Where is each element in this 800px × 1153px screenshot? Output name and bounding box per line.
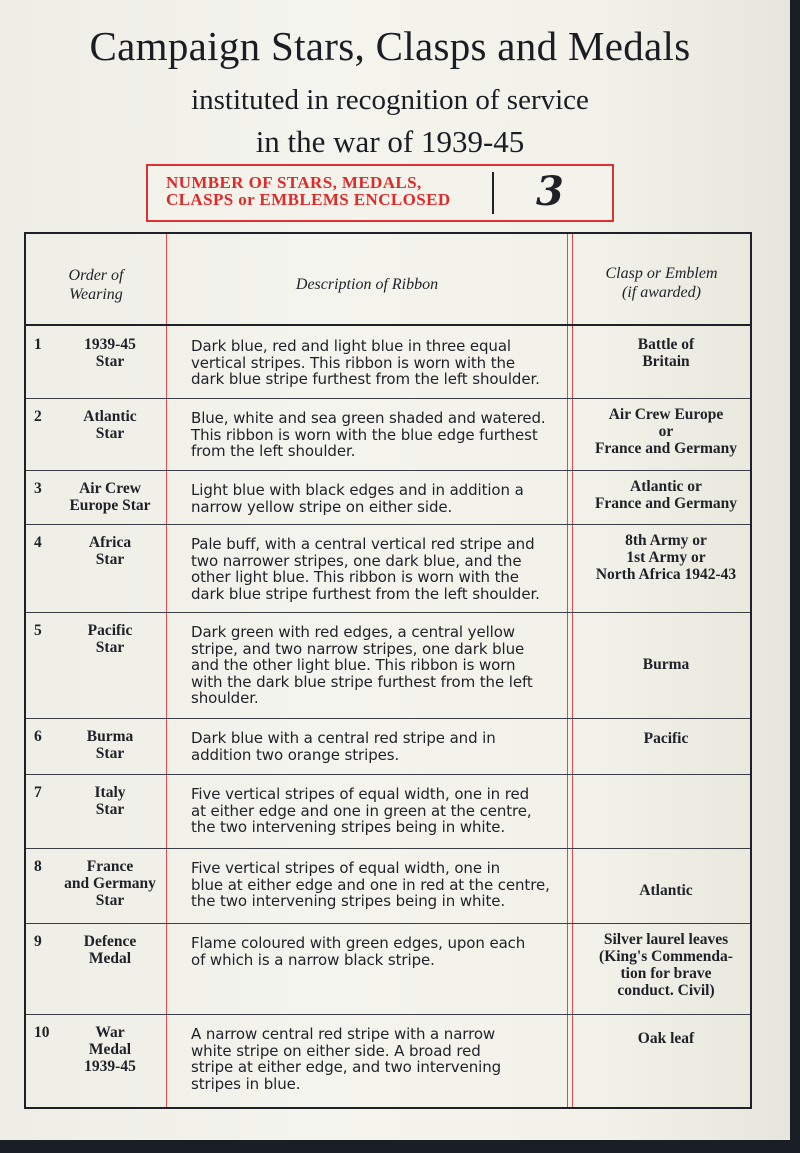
enclosed-count-value: 3	[536, 168, 564, 215]
clasp-or-emblem	[578, 478, 754, 512]
order-number: 7	[34, 784, 42, 801]
ribbon-description-line: addition two orange stripes.	[191, 745, 400, 764]
order-number: 9	[34, 933, 42, 950]
medal-name-line: Star	[95, 551, 125, 568]
clasp-line: 8th Army or	[625, 532, 707, 549]
count-divider	[492, 172, 494, 214]
clasp-line: Atlantic	[639, 882, 693, 899]
medal-name-line: France	[86, 858, 134, 875]
clasp-line: Pacific	[643, 730, 689, 747]
enclosed-count-label: NUMBER OF STARS, MEDALS, CLASPS or EMBLEMS ENCLOSED	[166, 173, 451, 209]
row-rule	[26, 718, 750, 719]
medal-name-line: Defence	[83, 933, 137, 950]
medal-name	[46, 1024, 174, 1075]
medal-name-line: Star	[95, 745, 125, 762]
clasp-line: Battle of	[637, 336, 695, 353]
header-description-of-ribbon: Description of Ribbon	[295, 276, 439, 293]
medal-name	[46, 480, 174, 514]
ribbon-description-line: and the other light blue. This ribbon is worn	[191, 656, 516, 674]
ribbon-description-line: the two intervening stripes being in white.	[191, 818, 506, 836]
clasp-or-emblem	[578, 656, 754, 673]
medal-name-line: 1939-45	[84, 1058, 136, 1075]
ribbon-description-line: blue at either edge and one in red at the centre,	[191, 875, 550, 894]
clasp-or-emblem	[578, 336, 754, 370]
clasp-line: Oak leaf	[637, 1030, 695, 1047]
medal-name-line: Medal	[88, 1041, 132, 1058]
ribbon-description	[191, 482, 573, 515]
clasp-line: or	[658, 423, 674, 440]
medal-name-line: Pacific	[87, 622, 133, 639]
ribbon-description-line: the two intervening stripes being in white.	[191, 892, 506, 910]
clasp-or-emblem	[578, 730, 754, 747]
medal-name-line: Burma	[86, 728, 134, 745]
clasp-or-emblem	[578, 882, 754, 899]
header-rule	[26, 324, 750, 326]
clasp-line: 1st Army or	[626, 549, 706, 566]
ribbon-description-line: Blue, white and sea green shaded and watered.	[191, 409, 546, 427]
medal-name-line: Star	[95, 425, 125, 442]
row-rule	[26, 1014, 750, 1015]
ribbon-description-line: white stripe on either side. A broad red	[191, 1041, 481, 1060]
medal-name	[46, 408, 174, 442]
ribbon-description-line: dark blue stripe furthest from the left shoulder.	[191, 370, 540, 388]
medal-name	[46, 534, 174, 568]
clasp-line: Burma	[642, 656, 690, 673]
clasp-line: France and Germany	[594, 495, 738, 512]
ribbon-description-line: Dark blue with a central red stripe and in	[191, 729, 496, 747]
scan-border	[790, 0, 800, 1153]
medal-name	[46, 622, 174, 656]
ribbon-description	[191, 730, 573, 763]
ribbon-description	[191, 1026, 573, 1092]
row-rule	[26, 470, 750, 471]
medal-name-line: and Germany	[64, 875, 156, 892]
clasp-or-emblem	[578, 532, 754, 583]
clasp-or-emblem	[578, 1030, 754, 1047]
medal-name-line: Air Crew	[79, 480, 141, 497]
ribbon-description-line: Dark blue, red and light blue in three equal	[191, 337, 511, 355]
order-number: 5	[34, 622, 42, 639]
medal-name	[46, 858, 174, 909]
medal-name-line: Star	[95, 801, 125, 818]
page-subtitle-line1: instituted in recognition of service	[191, 84, 589, 116]
medal-name	[46, 728, 174, 762]
order-number: 8	[34, 858, 42, 875]
order-number: 1	[34, 336, 42, 353]
medal-name-line: Star	[95, 892, 125, 909]
medal-name-line: 1939-45	[84, 336, 136, 353]
page-title: Campaign Stars, Clasps and Medals	[89, 23, 691, 69]
clasp-line: Atlantic or	[630, 478, 702, 495]
row-rule	[26, 923, 750, 924]
ribbon-description-line: stripe at either edge, and two intervening	[191, 1058, 502, 1076]
medal-name-line: Atlantic	[83, 408, 137, 425]
medal-name	[46, 784, 174, 818]
clasp-line: Britain	[642, 353, 690, 370]
ribbon-description	[191, 786, 573, 836]
clasp-line: Silver laurel leaves	[603, 931, 729, 948]
header-clasp-or-emblem: Clasp or Emblem (if awarded)	[605, 265, 718, 301]
row-rule	[26, 398, 750, 399]
clasp-or-emblem	[578, 931, 754, 999]
order-number: 10	[34, 1024, 50, 1041]
clasp-line: North Africa 1942-43	[595, 566, 737, 583]
clasp-or-emblem	[578, 406, 754, 457]
ribbon-description	[191, 935, 573, 968]
ribbon-description	[191, 410, 573, 460]
row-rule	[26, 524, 750, 525]
medal-name-line: Africa	[88, 534, 132, 551]
ribbon-description-line: Five vertical stripes of equal width, one in	[191, 859, 501, 877]
order-number: 6	[34, 728, 42, 745]
ribbon-description-line: Flame coloured with green edges, upon each	[191, 934, 526, 952]
clasp-line: tion for brave	[620, 965, 712, 982]
header-order-of-wearing: Order of Wearing	[68, 267, 124, 303]
medal-name-line: Star	[95, 639, 125, 656]
ribbon-description-line: other light blue. This ribbon is worn with the	[191, 568, 519, 586]
ribbon-description-line: dark blue stripe furthest from the left shoulder.	[191, 584, 540, 603]
ribbon-description-line: Light blue with black edges and in addition a	[191, 481, 524, 499]
medal-name-line: Medal	[88, 950, 132, 967]
ribbon-description-line: A narrow central red stripe with a narrow	[191, 1025, 496, 1043]
ribbon-description-line: This ribbon is worn with the blue edge furthest	[191, 425, 538, 444]
clasp-line: (King's Commenda-	[599, 948, 733, 965]
page-subtitle-line2: in the war of 1939-45	[255, 124, 525, 159]
ribbon-description	[191, 338, 573, 388]
ribbon-description-line: of which is a narrow black stripe.	[191, 950, 435, 969]
clasp-line: France and Germany	[594, 440, 738, 457]
medal-name-line: Star	[95, 353, 125, 370]
row-rule	[26, 774, 750, 775]
ribbon-description-line: with the dark blue stripe furthest from the left	[191, 672, 533, 691]
ribbon-description-line: Pale buff, with a central vertical red stripe and	[191, 535, 535, 553]
order-number: 2	[34, 408, 42, 425]
ribbon-description-line: Five vertical stripes of equal width, one in red	[191, 785, 530, 803]
ribbon-description	[191, 536, 573, 602]
medal-name	[46, 336, 174, 370]
row-rule	[26, 612, 750, 613]
medal-name-line: War	[95, 1024, 125, 1041]
scan-border	[0, 1140, 800, 1153]
medal-name	[46, 933, 174, 967]
order-number: 4	[34, 534, 42, 551]
ribbon-description-line: two narrower stripes, one dark blue, and the	[191, 551, 522, 570]
ribbon-description-line: shoulder.	[191, 689, 259, 707]
medals-table	[24, 232, 752, 1109]
clasp-line: Air Crew Europe	[608, 406, 724, 423]
enclosed-count-box	[146, 164, 614, 222]
medal-name-line: Europe Star	[69, 497, 151, 514]
ribbon-description-line: stripes in blue.	[191, 1074, 301, 1093]
ribbon-description	[191, 860, 573, 910]
row-rule	[26, 848, 750, 849]
ribbon-description-line: from the left shoulder.	[191, 442, 356, 460]
ribbon-description-line: vertical stripes. This ribbon is worn with the	[191, 353, 516, 372]
ribbon-description-line: at either edge and one in green at the centre,	[191, 801, 532, 820]
ribbon-description	[191, 624, 573, 707]
ribbon-description-line: narrow yellow stripe on either side.	[191, 497, 453, 516]
ribbon-description-line: stripe, and two narrow stripes, one dark blue	[191, 639, 525, 658]
order-number: 3	[34, 480, 42, 497]
ribbon-description-line: Dark green with red edges, a central yellow	[191, 623, 515, 641]
medal-name-line: Italy	[94, 784, 126, 801]
clasp-line: conduct. Civil)	[617, 982, 715, 999]
